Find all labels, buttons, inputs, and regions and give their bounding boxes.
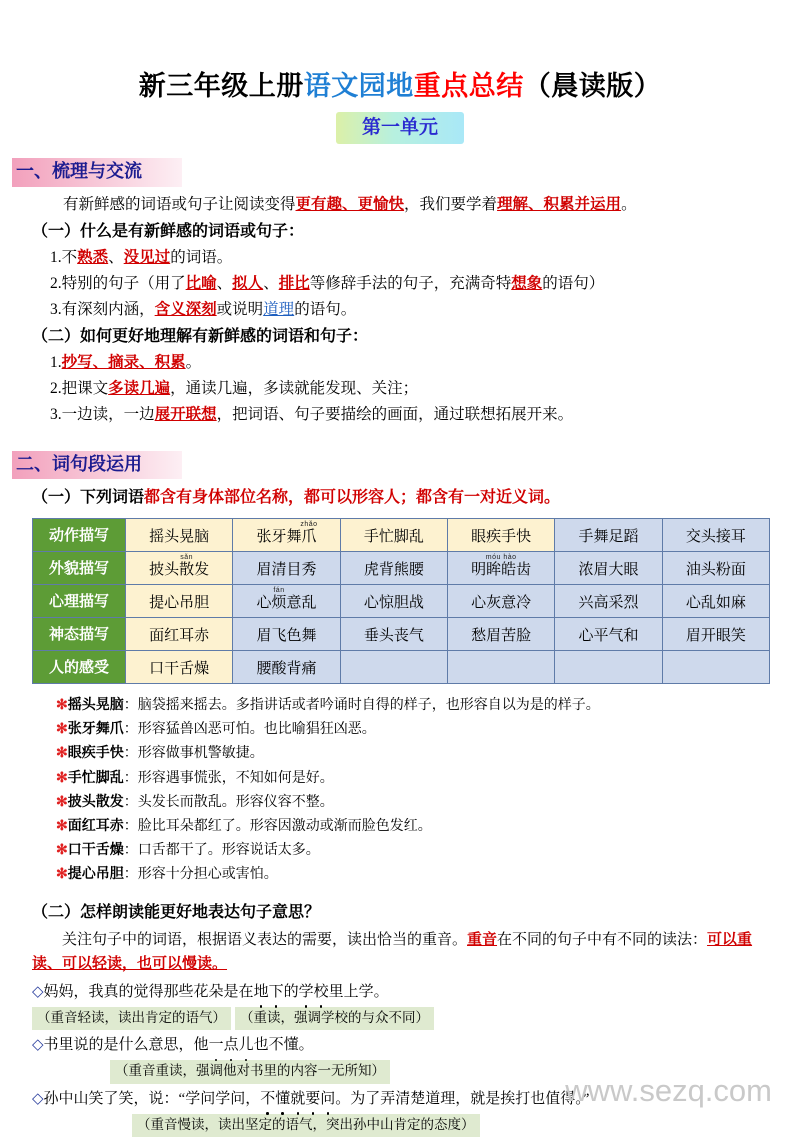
title-part-grade: 新三年级上册: [139, 71, 304, 101]
table-idiom-cell: 提心吊胆: [126, 585, 233, 618]
table-idiom-cell: 明 móu hào 眸皓齿: [447, 552, 554, 585]
asterisk-icon: ✻: [56, 795, 68, 810]
item-text-c: 或说明: [217, 301, 264, 318]
table-row: [33, 651, 770, 684]
table-idiom-cell: 眉飞色舞: [233, 618, 340, 651]
example-sentence: ◇妈妈，我真的觉得那些花朵是在地下的学校里上学。: [32, 980, 774, 1004]
table-idiom-cell: 眉清目秀: [233, 552, 340, 585]
table-empty-cell: [340, 651, 447, 684]
intro-emph-b: 更有趣、更愉快: [296, 196, 405, 213]
definition-meaning: 形容遇事慌张，不知如何是好。: [138, 771, 334, 786]
item-emph-h: 想象: [511, 275, 542, 292]
item-text-e: 的词语。: [170, 249, 232, 266]
definition-term: 面红耳赤: [68, 819, 124, 834]
item-emph-b: 抄写、摘录、积累: [62, 354, 186, 371]
asterisk-icon: ✻: [56, 698, 68, 713]
table-idiom-cell: 油头粉面: [662, 552, 769, 585]
reading-intro-emph: 重音: [467, 932, 497, 948]
site-watermark: www.sezq.com: [565, 1073, 772, 1109]
idiom-table-container: [0, 512, 800, 684]
reading-note: （重音慢读，读出坚定的语气，突出孙中山肯定的态度）: [132, 1114, 480, 1137]
item-emph-b: 比喻: [186, 275, 217, 292]
definition-meaning: 口舌都干了。形容说话太多。: [138, 843, 320, 858]
list-item: [50, 298, 770, 322]
table-idiom-cell: 交头接耳: [662, 519, 769, 552]
item-emph-d: 拟人: [232, 275, 263, 292]
item-emph-b: 含义深刻: [155, 301, 217, 318]
list-item: [50, 403, 770, 427]
item-number: 3.: [50, 301, 62, 318]
table-idiom-cell: 愁眉苦脸: [447, 618, 554, 651]
subheading-emphasis: 都含有身体部位名称，都可以形容人；都含有一对近义词。: [144, 489, 560, 506]
table-category-cell: 心理描写: [33, 585, 126, 618]
diamond-icon: ◇: [32, 1037, 44, 1053]
definition-item: [56, 694, 770, 718]
definition-item: [56, 815, 770, 839]
pinyin-annotation: sǎn 散: [179, 563, 194, 578]
definition-meaning: 形容做事机警敏捷。: [138, 746, 264, 761]
table-category-cell: 神态描写: [33, 618, 126, 651]
table-row: [33, 519, 770, 552]
example-note-row: [32, 1007, 774, 1030]
intro-emph-d: 理解、积累并运用: [497, 196, 621, 213]
intro-text-c: ，我们要学着: [404, 196, 497, 213]
definition-term: 披头散发: [68, 795, 124, 810]
reading-note: （重读，强调学校的与众不同）: [235, 1007, 434, 1030]
definition-term: 摇头晃脑: [68, 698, 124, 713]
definition-meaning: 形容猛兽凶恶可怕。也比喻猖狂凶恶。: [138, 722, 376, 737]
intro-text-e: 。: [621, 196, 637, 213]
idiom-table: [32, 518, 770, 684]
diamond-icon: ◇: [32, 1091, 44, 1107]
table-row: [33, 618, 770, 651]
reading-intro-methods: 可以重读、可以轻读，也可以慢读。: [32, 932, 752, 972]
table-idiom-cell: 兴高采烈: [555, 585, 662, 618]
definition-separator: ：: [124, 843, 138, 858]
section-one-body: [0, 193, 800, 427]
definition-meaning: 脸比耳朵都红了。形容因激动或渐而脸色发红。: [138, 819, 432, 834]
subsection-one-two-heading: （二）如何更好地理解有新鲜感的词语和句子：: [32, 325, 770, 349]
table-idiom-cell: 张牙舞 zhǎo 爪: [233, 519, 340, 552]
title-part-summary: 重点总结: [414, 71, 524, 101]
definition-separator: ：: [124, 722, 138, 737]
table-idiom-cell: 手忙脚乱: [340, 519, 447, 552]
definition-separator: ：: [124, 698, 138, 713]
item-text-a: 有深刻内涵，: [62, 301, 155, 318]
pinyin-annotation: fán 烦: [271, 596, 286, 611]
definition-separator: ：: [124, 795, 138, 810]
table-idiom-cell: 腰酸背痛: [233, 651, 340, 684]
table-idiom-cell: 心乱如麻: [662, 585, 769, 618]
item-text-g: 等修辞手法的句子，充满奇特: [310, 275, 512, 292]
subheading-prefix: （一）下列词语: [32, 489, 144, 506]
table-idiom-cell: 心 fán 烦意乱: [233, 585, 340, 618]
subsection-two-two-heading: （二）怎样朗读能更好地表达句子意思？: [32, 901, 774, 925]
reading-note: （重音轻读，读出肯定的语气）: [32, 1007, 231, 1030]
table-category-cell: 人的感受: [33, 651, 126, 684]
definition-item: [56, 791, 770, 815]
item-text-c: 。: [186, 354, 202, 371]
item-text-a: 不: [62, 249, 78, 266]
page-title: [0, 0, 800, 104]
item-text-c: 、: [108, 249, 124, 266]
item-emph-d: 没见过: [124, 249, 171, 266]
definition-separator: ：: [124, 867, 138, 882]
title-part-subject: 语文园地: [304, 71, 414, 101]
item-text-c: 、: [217, 275, 233, 292]
section-heading-one: 一、梳理与交流: [12, 158, 182, 186]
item-number: 2.: [50, 380, 62, 397]
table-empty-cell: [555, 651, 662, 684]
asterisk-icon: ✻: [56, 819, 68, 834]
definition-separator: ：: [124, 746, 138, 761]
definition-item: [56, 863, 770, 887]
list-item: [50, 246, 770, 270]
item-number: 1.: [50, 249, 62, 266]
pinyin-annotation: móu hào 眸皓: [486, 563, 516, 578]
item-emph-b: 熟悉: [77, 249, 108, 266]
reading-note: （重音重读，强调他对书里的内容一无所知）: [110, 1060, 390, 1083]
asterisk-icon: ✻: [56, 867, 68, 882]
intro-text-a: 有新鲜感的词语或句子让阅读变得: [63, 196, 296, 213]
table-idiom-cell: 心灰意冷: [447, 585, 554, 618]
reading-intro: [32, 928, 774, 977]
definition-item: [56, 718, 770, 742]
list-item: [50, 377, 770, 401]
table-row: [33, 552, 770, 585]
item-text-a: 把课文: [62, 380, 109, 397]
table-idiom-cell: 手舞足蹈: [555, 519, 662, 552]
table-category-cell: 外貌描写: [33, 552, 126, 585]
definition-term: 提心吊胆: [68, 867, 124, 882]
subsection-one-one-heading: （一）什么是有新鲜感的词语或句子：: [32, 220, 770, 244]
table-idiom-cell: 面红耳赤: [126, 618, 233, 651]
table-idiom-cell: 摇头晃脑: [126, 519, 233, 552]
item-emph-b: 展开联想: [155, 406, 217, 423]
definition-term: 手忙脚乱: [68, 771, 124, 786]
item-emph-d: 道理: [263, 301, 294, 318]
definition-item: [56, 767, 770, 791]
section-two-body: [0, 486, 800, 510]
item-number: 3.: [50, 406, 62, 423]
item-text-a: 一边读，一边: [62, 406, 155, 423]
example-note-row: [132, 1114, 774, 1137]
definition-item: [56, 839, 770, 863]
definition-item: [56, 742, 770, 766]
table-idiom-cell: 眼疾手快: [447, 519, 554, 552]
item-text-a: 特别的句子（用了: [62, 275, 186, 292]
asterisk-icon: ✻: [56, 722, 68, 737]
item-emph-f: 排比: [279, 275, 310, 292]
table-idiom-cell: 虎背熊腰: [340, 552, 447, 585]
table-empty-cell: [447, 651, 554, 684]
item-text-e: 的语句。: [294, 301, 356, 318]
section-one-intro: [32, 193, 770, 217]
diamond-icon: ◇: [32, 984, 44, 1000]
item-text-c: ，把词语、句子要描绘的画面，通过联想拓展开来。: [217, 406, 574, 423]
item-emph-b: 多读几遍: [108, 380, 170, 397]
table-idiom-cell: 口干舌燥: [126, 651, 233, 684]
list-item: [50, 351, 770, 375]
definition-meaning: 头发长而散乱。形容仪容不整。: [138, 795, 334, 810]
definition-separator: ：: [124, 771, 138, 786]
item-number: 1.: [50, 354, 62, 371]
definition-term: 眼疾手快: [68, 746, 124, 761]
table-category-cell: 动作描写: [33, 519, 126, 552]
table-idiom-cell: 心平气和: [555, 618, 662, 651]
reading-intro-a: 关注句子中的词语，根据语义表达的需要，读出恰当的重音。: [62, 932, 467, 948]
table-idiom-cell: 心惊胆战: [340, 585, 447, 618]
item-text-i: 的语句）: [542, 275, 604, 292]
item-number: 2.: [50, 275, 62, 292]
definition-term: 口干舌燥: [68, 843, 124, 858]
unit-badge-container: [0, 112, 800, 145]
reading-examples: [32, 980, 774, 1137]
asterisk-icon: ✻: [56, 843, 68, 858]
table-idiom-cell: 眉开眼笑: [662, 618, 769, 651]
asterisk-icon: ✻: [56, 746, 68, 761]
unit-badge: 第一单元: [336, 112, 464, 145]
section-heading-two: 二、词句段运用: [12, 451, 182, 479]
table-idiom-cell: 垂头丧气: [340, 618, 447, 651]
item-text-c: ，通读几遍，多读就能发现、关注；: [170, 380, 418, 397]
subsection-two-one-heading: [32, 486, 770, 510]
reading-intro-c: 在不同的句子中有不同的读法：: [497, 932, 707, 948]
pinyin-annotation: zhǎo 爪: [301, 530, 316, 545]
asterisk-icon: ✻: [56, 771, 68, 786]
example-sentence: ◇孙中山笑了笑，说：“学问学问，不懂就要问。为了弄清楚道理，就是挨打也值得。”: [32, 1087, 774, 1111]
definitions-list: [0, 684, 800, 887]
definition-meaning: 脑袋摇来摇去。多指讲话或者吟诵时自得的样子，也形容自以为是的样子。: [138, 698, 600, 713]
example-sentence: ◇书里说的是什么意思，他一点儿也不懂。: [32, 1033, 774, 1057]
definition-meaning: 形容十分担心或害怕。: [138, 867, 278, 882]
table-empty-cell: [662, 651, 769, 684]
definition-separator: ：: [124, 819, 138, 834]
table-idiom-cell: 披头 sǎn 散发: [126, 552, 233, 585]
table-idiom-cell: 浓眉大眼: [555, 552, 662, 585]
definition-term: 张牙舞爪: [68, 722, 124, 737]
item-text-e: 、: [263, 275, 279, 292]
title-part-edition: （晨读版）: [524, 71, 662, 101]
table-row: [33, 585, 770, 618]
list-item: [50, 272, 770, 296]
